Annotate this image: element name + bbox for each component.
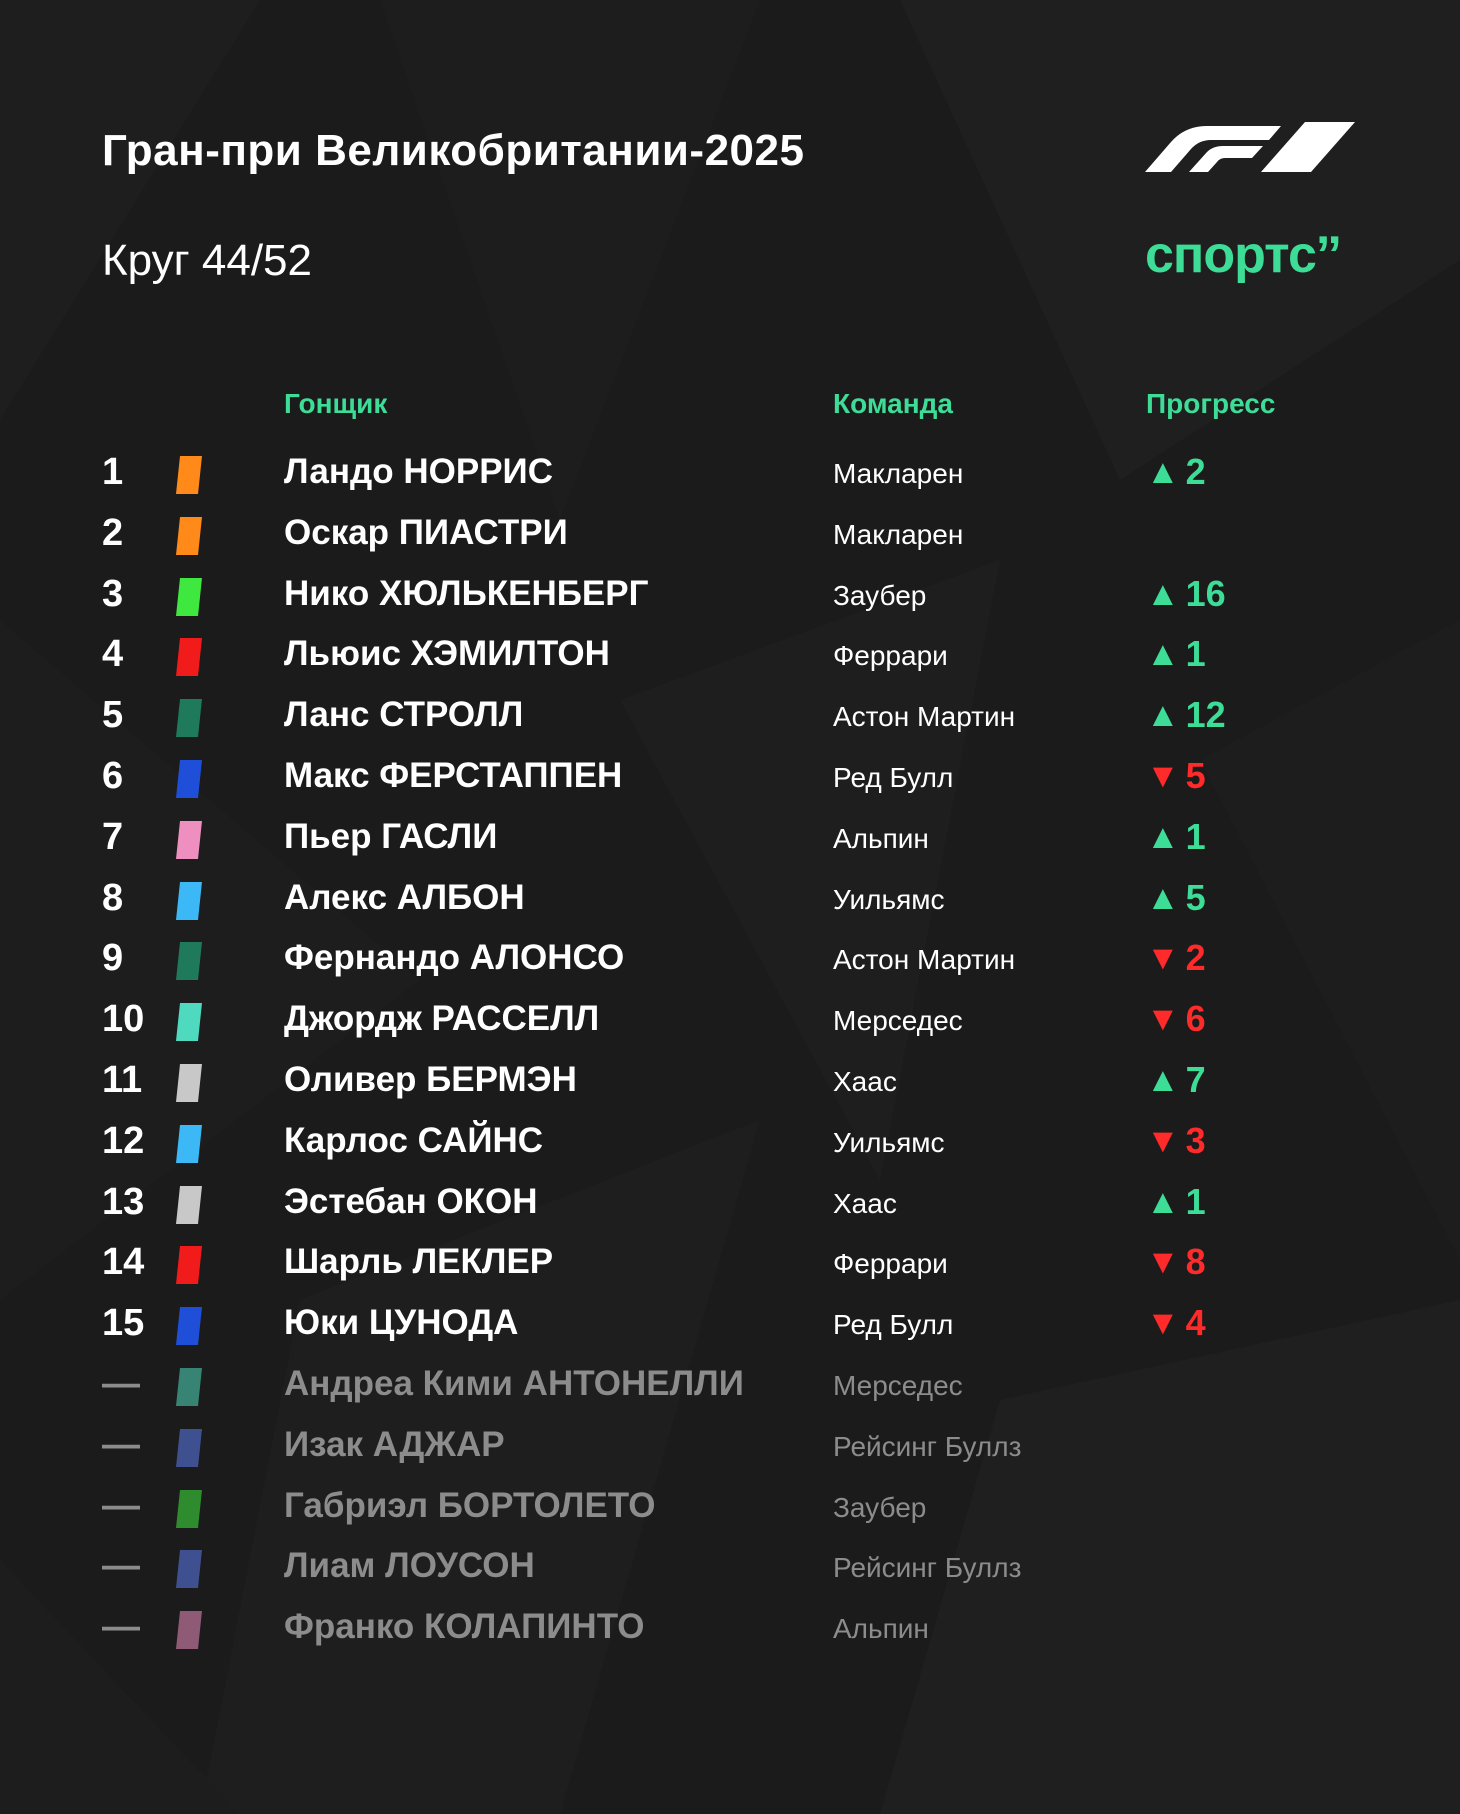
team-color-flag-icon [176,517,202,555]
table-row [0,1050,1460,1110]
table-row [0,503,1460,563]
progress-indicator [1146,564,1226,624]
driver-name: Лиам ЛОУСОН [284,1546,535,1586]
team-name: Макларен [833,518,964,550]
progress-indicator [1146,685,1226,745]
position-number: 9 [102,937,124,980]
table-row [0,1172,1460,1232]
arrow-up-icon: ▲ [1146,574,1180,613]
driver-name: Юки ЦУНОДА [284,1303,519,1343]
team-color-flag-icon [176,1064,202,1102]
team-name: Рейсинг Буллз [833,1552,1022,1584]
progress-indicator [1146,746,1206,806]
table-row [0,928,1460,988]
progress-value: 8 [1185,1241,1206,1283]
progress-value: 2 [1185,451,1206,492]
team-name: Уильямс [833,1126,945,1158]
position-number: 11 [102,1059,143,1101]
arrow-up-icon: ▲ [1146,817,1180,856]
position-number: — [102,1423,140,1466]
position-number: 1 [102,451,124,493]
lap-counter: Круг 44/52 [102,236,312,285]
table-row [0,1597,1460,1657]
arrow-down-icon: ▼ [1146,1304,1180,1343]
driver-name: Франко КОЛАПИНТО [284,1607,645,1647]
f1-logo-icon [1145,116,1355,172]
progress-value: 5 [1185,755,1206,796]
arrow-up-icon: ▲ [1146,696,1180,735]
team-color-flag-icon [176,942,202,980]
team-name: Рейсинг Буллз [833,1430,1022,1462]
team-color-flag-icon [176,638,202,676]
driver-name: Алекс АЛБОН [284,877,525,917]
team-name: Ред Булл [833,1309,954,1341]
table-row [0,868,1460,928]
progress-indicator [1146,442,1206,502]
driver-name: Ландо НОРРИС [284,452,553,491]
progress-value: 1 [1185,1180,1206,1222]
driver-name: Ланс СТРОЛЛ [284,695,524,735]
sport-logo: спортс’’ [1145,226,1341,284]
position-number: 4 [102,633,124,676]
table-row [0,1354,1460,1414]
arrow-down-icon: ▼ [1146,939,1180,978]
position-number: — [102,1363,140,1405]
team-name: Астон Мартин [833,944,1016,976]
driver-name: Фернандо АЛОНСО [284,938,625,978]
position-number: 3 [102,572,124,615]
driver-name: Пьер ГАСЛИ [284,816,498,856]
arrow-up-icon: ▲ [1146,635,1180,674]
team-color-flag-icon [176,1429,202,1467]
team-name: Уильямс [833,883,945,915]
driver-name: Андреа Кими АНТОНЕЛЛИ [284,1364,744,1403]
column-header-driver: Гонщик [284,388,388,419]
driver-name: Карлос САЙНС [284,1120,544,1160]
progress-indicator [1146,1293,1206,1353]
team-color-flag-icon [176,882,202,920]
driver-name: Льюис ХЭМИЛТОН [284,634,610,674]
team-name: Заубер [833,579,927,611]
table-row [0,746,1460,806]
arrow-up-icon: ▲ [1146,453,1180,491]
table-row [0,624,1460,684]
progress-value: 1 [1185,633,1206,675]
progress-indicator [1146,868,1206,928]
team-name: Ред Булл [833,762,954,793]
team-color-flag-icon [176,1611,202,1649]
table-row [0,989,1460,1049]
progress-value: 5 [1185,876,1206,918]
team-name: Феррари [833,1248,948,1280]
progress-indicator [1146,807,1206,867]
progress-value: 1 [1185,815,1206,857]
position-number: 14 [102,1241,145,1284]
column-header-team: Команда [833,388,953,419]
position-number: 15 [102,1302,145,1345]
column-header-progress: Прогресс [1146,388,1276,419]
driver-name: Габриэл БОРТОЛЕТО [284,1485,656,1525]
driver-name: Макс ФЕРСТАППЕН [284,756,623,795]
arrow-up-icon: ▲ [1146,1061,1180,1099]
arrow-down-icon: ▼ [1146,1121,1180,1160]
team-color-flag-icon [176,1307,202,1345]
team-name: Заубер [833,1491,927,1523]
table-row [0,685,1460,745]
team-name: Астон Мартин [833,701,1016,733]
table-row [0,1415,1460,1475]
team-color-flag-icon [176,1550,202,1588]
driver-name: Оскар ПИАСТРИ [284,512,568,552]
arrow-up-icon: ▲ [1146,878,1180,917]
driver-name: Оливер БЕРМЭН [284,1060,577,1099]
progress-value: 6 [1185,998,1206,1040]
position-number: 2 [102,511,124,554]
team-name: Хаас [833,1066,897,1097]
progress-indicator [1146,1050,1206,1110]
table-row [0,1111,1460,1171]
team-name: Макларен [833,458,964,489]
table-row [0,807,1460,867]
position-number: 8 [102,876,124,919]
team-color-flag-icon [176,1125,202,1163]
position-number: 5 [102,694,124,737]
progress-value: 12 [1185,694,1226,736]
table-row [0,1476,1460,1536]
position-number: 7 [102,815,124,858]
driver-name: Шарль ЛЕКЛЕР [284,1242,554,1282]
progress-value: 3 [1185,1119,1206,1161]
position-number: 6 [102,755,124,797]
position-number: — [102,1545,140,1588]
table-row [0,1536,1460,1596]
team-color-flag-icon [176,1186,202,1224]
position-number: 10 [102,998,145,1041]
team-color-flag-icon [176,821,202,859]
progress-indicator [1146,989,1206,1049]
team-color-flag-icon [176,760,202,798]
team-name: Мерседес [833,1370,963,1401]
progress-value: 4 [1185,1302,1206,1344]
table-row [0,1293,1460,1353]
position-number: — [102,1606,140,1649]
team-name: Феррари [833,640,948,672]
table-row [0,564,1460,624]
team-name: Хаас [833,1187,897,1219]
progress-indicator [1146,624,1206,684]
driver-name: Изак АДЖАР [284,1424,505,1464]
progress-indicator [1146,1172,1206,1232]
table-row [0,1232,1460,1292]
progress-value: 7 [1185,1059,1206,1100]
driver-name: Джордж РАССЕЛЛ [284,999,600,1039]
team-name: Мерседес [833,1005,963,1037]
team-color-flag-icon [176,1246,202,1284]
driver-name: Эстебан ОКОН [284,1181,538,1221]
arrow-up-icon: ▲ [1146,1182,1180,1221]
position-number: 12 [102,1119,145,1162]
team-color-flag-icon [176,1368,202,1406]
arrow-down-icon: ▼ [1146,757,1180,795]
progress-value: 16 [1185,572,1226,614]
team-color-flag-icon [176,1490,202,1528]
page-title: Гран-при Великобритании-2025 [102,126,805,175]
team-name: Альпин [833,1613,929,1645]
table-row [0,442,1460,502]
team-color-flag-icon [176,578,202,616]
position-number: 13 [102,1180,145,1223]
arrow-down-icon: ▼ [1146,1243,1180,1282]
arrow-down-icon: ▼ [1146,1000,1180,1039]
team-color-flag-icon [176,1003,202,1041]
team-name: Альпин [833,822,929,854]
progress-indicator [1146,1232,1206,1292]
progress-value: 2 [1185,937,1206,979]
driver-name: Нико ХЮЛЬКЕНБЕРГ [284,573,649,613]
position-number: — [102,1484,140,1527]
progress-indicator [1146,928,1206,988]
progress-indicator [1146,1111,1206,1171]
team-color-flag-icon [176,699,202,737]
team-color-flag-icon [176,456,202,494]
